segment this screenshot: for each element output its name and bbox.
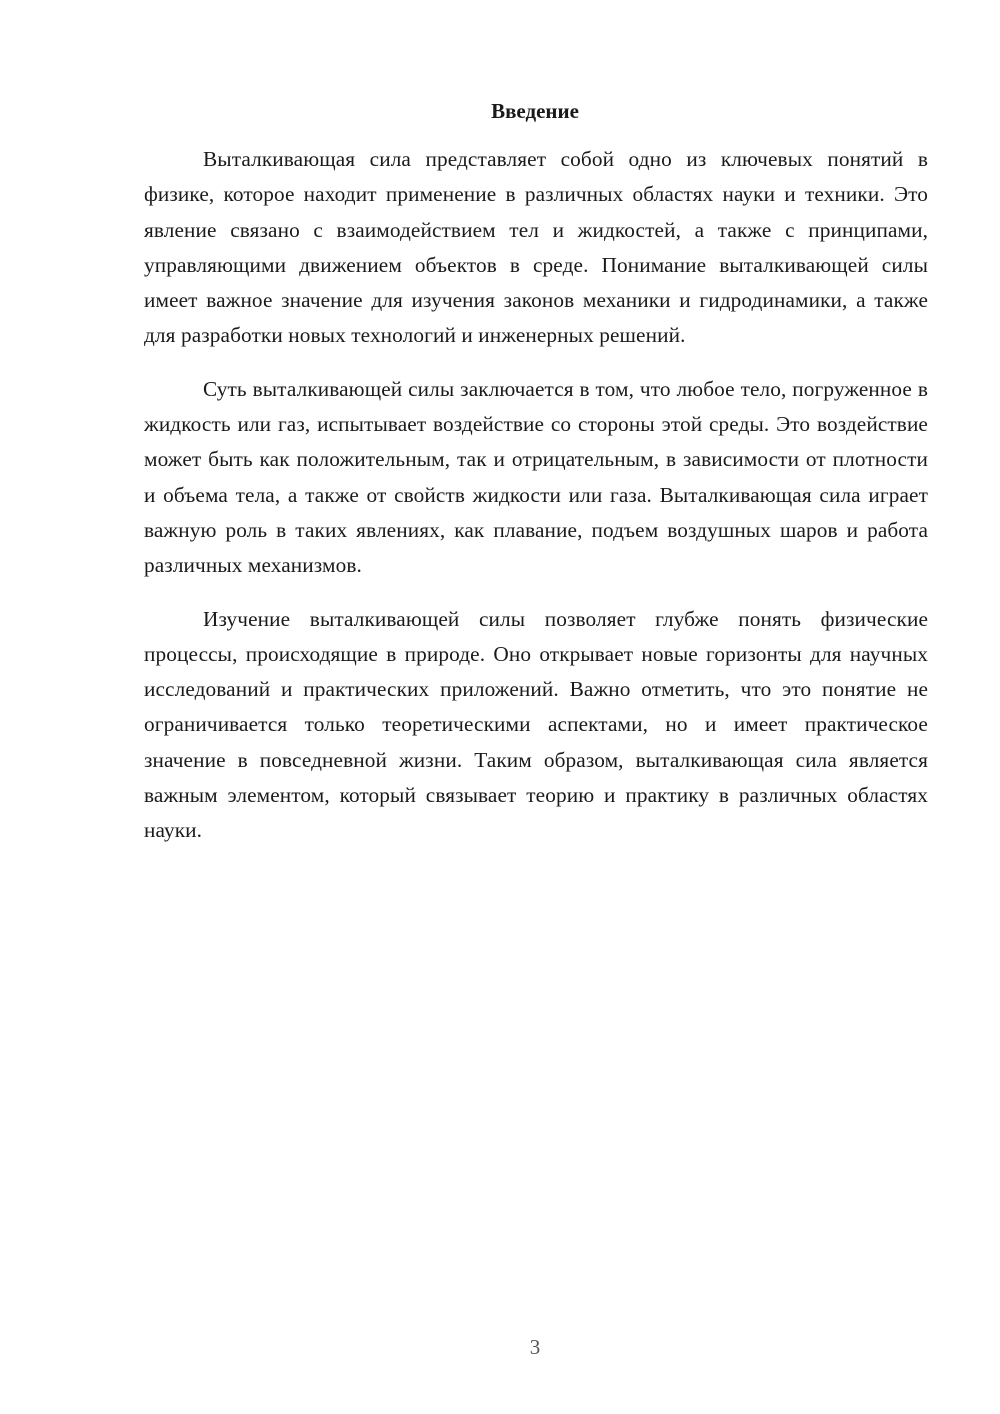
page-number: 3: [529, 1335, 541, 1359]
paragraph-3: Изучение выталкивающей силы позволяет глубже понять физические процессы, происходящие в природе. Оно открывает новые горизонты для научных исследований и практических приложений. Важно отметить, что это понятие не ограничивается только теоретическими аспектами, но и имеет практическое значение в повседневной жизни. Таким образом, выталкивающая сила является важным элементом, который связывает теорию и практику в различных областях науки.: [144, 606, 928, 843]
paragraph-2: Суть выталкивающей силы заключается в том, что любое тело, погруженное в жидкость или газ, испытывает воздействие со стороны этой среды. Это воздействие может быть как положительным, так и отрицательным, в зависимости от плотности и объема тела, а также от свойств жидкости или газа. Выталкивающая сила играет важную роль в таких явлениях, как плавание, подъем воздушных шаров и работа различных механизмов.: [144, 376, 928, 578]
paragraph-1: Выталкивающая сила представляет собой одно из ключевых понятий в физике, которое находит применение в различных областях науки и техники. Это явление связано с взаимодействием тел и жидкостей, а также с принципами, управляющими движением объектов в среде. Понимание выталкивающей силы имеет важное значение для изучения законов механики и гидродинамики, а также для разработки новых технологий и инженерных решений.: [144, 147, 928, 348]
section-heading: Введение: [491, 99, 579, 123]
body-text: [144, 142, 928, 867]
